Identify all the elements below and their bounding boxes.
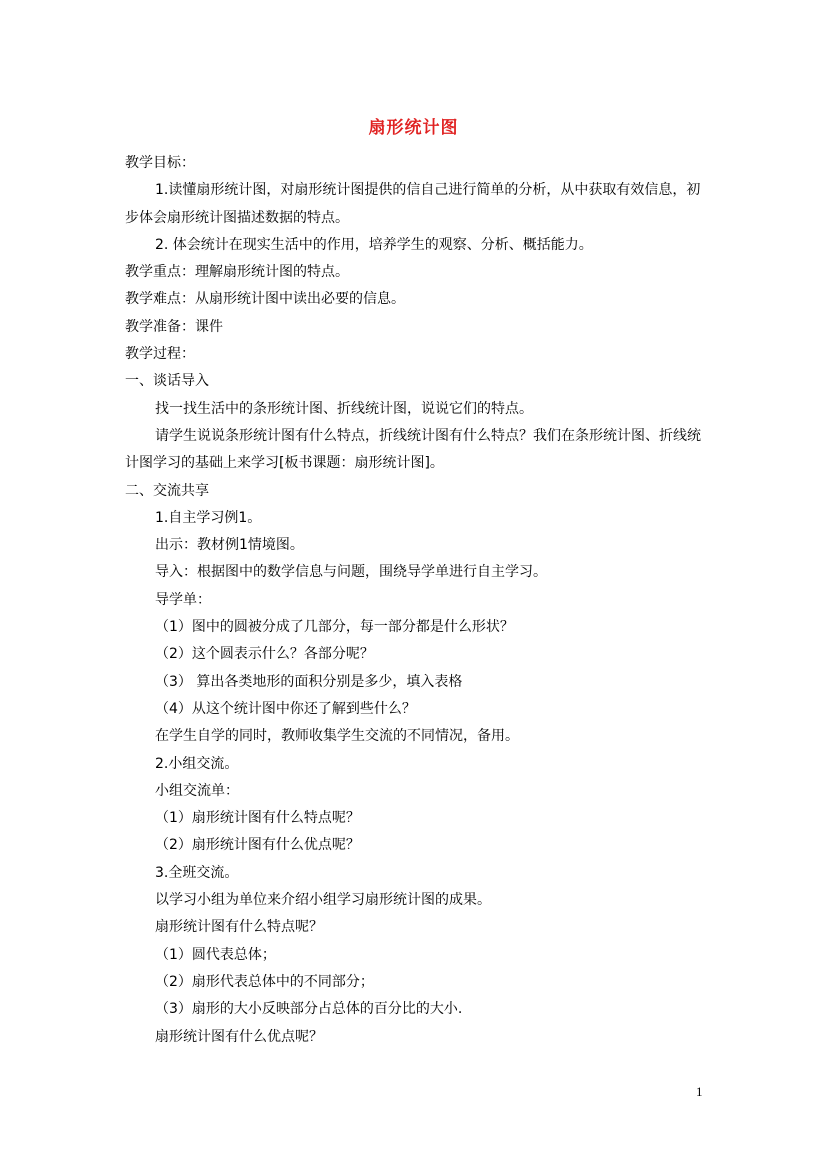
paragraph-line: 3.全班交流。 — [155, 864, 239, 881]
list-item: （2）扇形代表总体中的不同部分； — [155, 973, 374, 990]
paragraph-line: 扇形统计图有什么特点呢？ — [155, 919, 323, 936]
paragraph-line: 2. 体会统计在现实生活中的作用，培养学生的观察、分析、概括能力。 — [155, 236, 593, 253]
paragraph-line: 扇形统计图有什么优点呢？ — [155, 1028, 323, 1045]
paragraph-line: 教学目标： — [125, 155, 195, 171]
paragraph-line: 教学准备：课件 — [125, 318, 223, 335]
section-heading: 一、谈话导入 — [125, 373, 209, 390]
list-item: （2）扇形统计图有什么优点呢？ — [155, 837, 360, 854]
document-body — [125, 150, 710, 1051]
list-item: （3） 算出各类地形的面积分别是多少，填入表格 — [155, 673, 463, 690]
list-item: （1）圆代表总体； — [155, 946, 276, 963]
paragraph-line: 导入：根据图中的数学信息与问题，围绕导学单进行自主学习。 — [155, 564, 547, 581]
section-heading: 二、交流共享 — [125, 482, 209, 499]
paragraph-line: 教学难点：从扇形统计图中读出必要的信息。 — [125, 291, 405, 308]
paragraph-line: 1.读懂扇形统计图，对扇形统计图提供的信自己进行简单的分析，从中获取有效信息，初步体会扇形统计图描述数据的特点。 — [125, 182, 701, 226]
document-title: 扇形统计图 — [368, 118, 459, 138]
paragraph-line: 导学单： — [155, 591, 211, 608]
paragraph-line: 教学重点：理解扇形统计图的特点。 — [125, 264, 349, 281]
list-item: （1）扇形统计图有什么特点呢？ — [155, 810, 360, 827]
paragraph-line: 出示：教材例1情境图。 — [155, 537, 304, 554]
paragraph-line: 小组交流单： — [155, 782, 239, 799]
list-item: （1）图中的圆被分成了几部分，每一部分都是什么形状？ — [155, 619, 514, 636]
paragraph-line: 找一找生活中的条形统计图、折线统计图，说说它们的特点。 — [155, 400, 533, 417]
list-item: （2）这个圆表示什么？各部分呢？ — [155, 646, 374, 663]
page-number: 1 — [696, 1084, 703, 1099]
paragraph-line: 在学生自学的同时，教师收集学生交流的不同情况，备用。 — [155, 728, 519, 745]
list-item: （3）扇形的大小反映部分占总体的百分比的大小. — [155, 1001, 463, 1018]
paragraph-line: 2.小组交流。 — [155, 755, 239, 772]
paragraph-line: 请学生说说条形统计图有什么特点，折线统计图有什么特点？我们在条形统计图、折线统计图学习的基础上来学习[板书课题：扇形统计图]。 — [125, 427, 701, 472]
paragraph-line: 教学过程： — [125, 346, 195, 363]
paragraph-line: 以学习小组为单位来介绍小组学习扇形统计图的成果。 — [155, 892, 491, 909]
list-item: （4）从这个统计图中你还了解到些什么？ — [155, 700, 416, 717]
paragraph-line: 1.自主学习例1。 — [155, 509, 262, 526]
